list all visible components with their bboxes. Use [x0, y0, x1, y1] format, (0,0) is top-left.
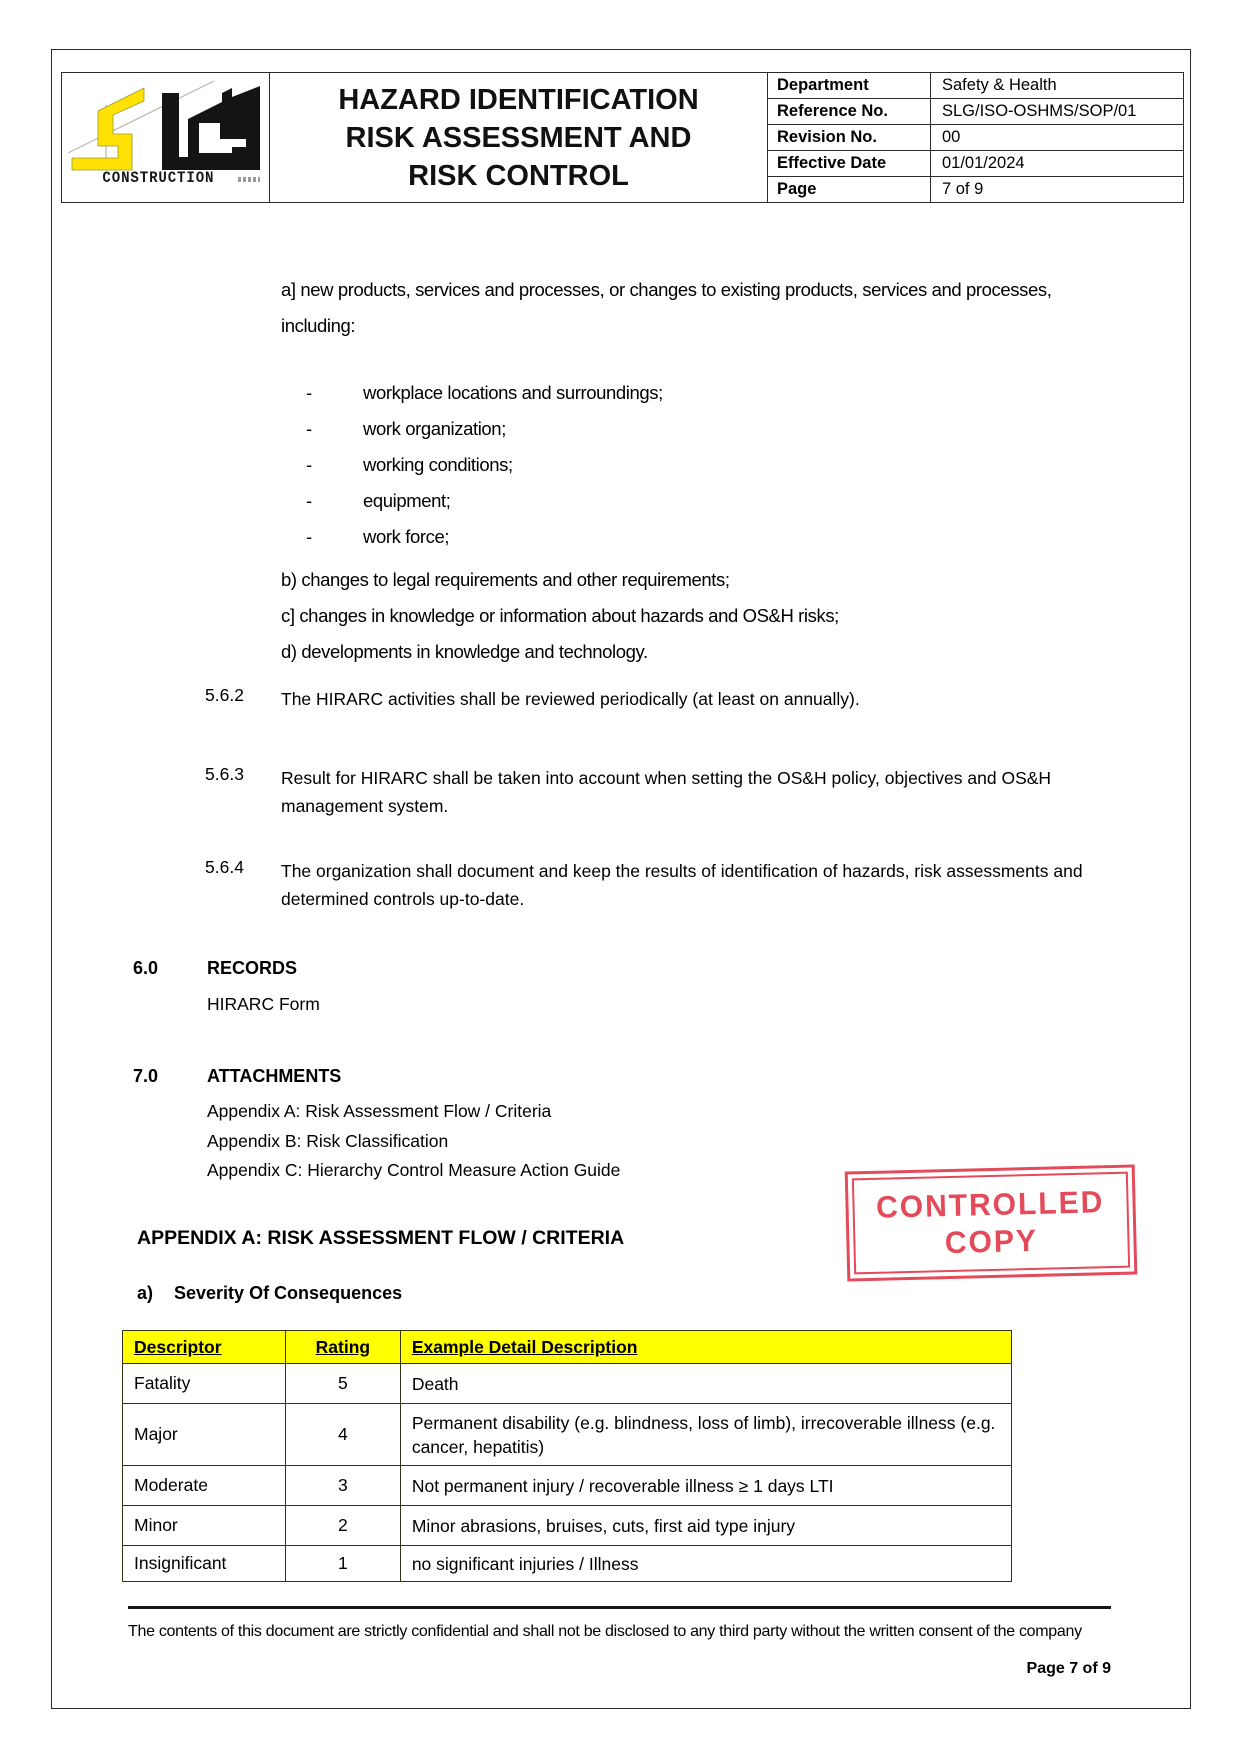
info-row-department — [768, 73, 1183, 99]
attachment-item-c: Appendix C: Hierarchy Control Measure Action Guide — [207, 1160, 621, 1180]
bullet-text: work force; — [363, 526, 450, 547]
bullet-workforce — [306, 526, 449, 548]
severity-subheading — [137, 1283, 402, 1304]
attachment-item-b: Appendix B: Risk Classification — [207, 1131, 449, 1151]
info-label: Page — [768, 177, 931, 202]
bullet-equipment — [306, 490, 451, 512]
cell-descriptor: Insignificant — [123, 1546, 286, 1582]
info-row-page — [768, 177, 1183, 202]
bullet-organization — [306, 418, 506, 440]
section-text-563: Result for HIRARC shall be taken into account when setting the OS&H policy, objectives and OS&H management system. — [281, 768, 1052, 816]
table-row — [123, 1506, 1012, 1546]
company-logo — [62, 73, 270, 202]
col-header-descriptor: Descriptor — [123, 1331, 286, 1364]
paragraph-item-d: d) developments in knowledge and technology. — [281, 641, 648, 662]
severity-table-header-row — [123, 1331, 1012, 1364]
section-number-562: 5.6.2 — [205, 685, 244, 705]
severity-prefix: a) — [137, 1283, 154, 1303]
bullet-dash: - — [306, 526, 312, 547]
stamp-inner-border — [852, 1172, 1130, 1275]
header-table — [61, 72, 1184, 203]
section-text-562: The HIRARC activities shall be reviewed periodically (at least on annually). — [281, 689, 860, 709]
cell-example: Not permanent injury / recoverable illness ≥ 1 days LTI — [400, 1466, 1011, 1506]
cell-descriptor: Moderate — [123, 1466, 286, 1506]
bullet-dash: - — [306, 382, 312, 403]
info-value: Safety & Health — [942, 76, 1057, 94]
severity-text: Severity Of Consequences — [174, 1283, 403, 1303]
section-number-564: 5.6.4 — [205, 857, 244, 877]
severity-table — [122, 1330, 1012, 1582]
info-value: 00 — [942, 128, 961, 146]
logo-construction-label: CONSTRUCTION — [102, 169, 215, 187]
bullet-dash: - — [306, 490, 312, 511]
bullet-text: workplace locations and surroundings; — [363, 382, 663, 403]
attachment-item-a: Appendix A: Risk Assessment Flow / Criteria — [207, 1101, 552, 1121]
paragraph-item-b: b) changes to legal requirements and other requirements; — [281, 569, 730, 590]
stamp-line-1: CONTROLLED — [876, 1184, 1106, 1225]
stamp-outer-border — [845, 1164, 1138, 1281]
cell-rating: 1 — [285, 1546, 400, 1582]
table-row — [123, 1546, 1012, 1582]
title-line-2: RISK ASSESSMENT AND — [345, 121, 692, 154]
cell-descriptor: Minor — [123, 1506, 286, 1546]
col-header-example: Example Detail Description — [400, 1331, 1011, 1364]
cell-rating: 5 — [285, 1364, 400, 1404]
controlled-copy-stamp — [845, 1164, 1138, 1281]
appendix-a-heading: APPENDIX A: RISK ASSESSMENT FLOW / CRITERIA — [137, 1227, 625, 1249]
info-value: 01/01/2024 — [942, 154, 1025, 172]
title-line-3: RISK CONTROL — [408, 159, 629, 192]
info-label: Effective Date — [768, 151, 931, 176]
section-number-563: 5.6.3 — [205, 764, 244, 784]
attachments-number: 7.0 — [133, 1066, 159, 1086]
records-item: HIRARC Form — [207, 994, 320, 1014]
table-row — [123, 1364, 1012, 1404]
cell-descriptor: Major — [123, 1404, 286, 1466]
attachments-heading: ATTACHMENTS — [207, 1066, 342, 1086]
info-value: SLG/ISO-OSHMS/SOP/01 — [942, 102, 1137, 120]
document-info-table — [768, 73, 1183, 202]
info-label: Revision No. — [768, 125, 931, 150]
cell-descriptor: Fatality — [123, 1364, 286, 1404]
footer-page-number: Page 7 of 9 — [1026, 1660, 1111, 1677]
bullet-text: work organization; — [363, 418, 506, 439]
table-row — [123, 1404, 1012, 1466]
cell-example: no significant injuries / Illness — [400, 1546, 1011, 1582]
title-line-1: HAZARD IDENTIFICATION — [338, 83, 699, 116]
bullet-dash: - — [306, 418, 312, 439]
cell-rating: 4 — [285, 1404, 400, 1466]
info-label: Department — [768, 73, 931, 98]
cell-example: Permanent disability (e.g. blindness, loss of limb), irrecoverable illness (e.g. cancer, hepatitis) — [400, 1404, 1011, 1466]
logo-small-text — [238, 177, 260, 182]
info-label: Reference No. — [768, 99, 931, 124]
col-header-rating: Rating — [285, 1331, 400, 1364]
info-row-revision — [768, 125, 1183, 151]
bullet-conditions — [306, 454, 513, 476]
cell-rating: 2 — [285, 1506, 400, 1546]
info-row-effective-date — [768, 151, 1183, 177]
paragraph-item-c: c] changes in knowledge or information about hazards and OS&H risks; — [281, 605, 839, 626]
cell-example: Death — [400, 1364, 1011, 1404]
cell-example: Minor abrasions, bruises, cuts, first aid type injury — [400, 1506, 1011, 1546]
bullet-text: equipment; — [363, 490, 451, 511]
bullet-dash: - — [306, 454, 312, 475]
records-number: 6.0 — [133, 958, 159, 978]
bullet-workplace — [306, 382, 663, 404]
confidentiality-note: The contents of this document are strictly confidential and shall not be disclosed to any third party without the written consent of the company — [128, 1623, 1082, 1640]
info-value: 7 of 9 — [942, 180, 984, 198]
info-row-reference — [768, 99, 1183, 125]
records-heading: RECORDS — [207, 958, 298, 978]
footer-divider — [128, 1606, 1111, 1609]
stamp-line-2: COPY — [944, 1222, 1039, 1261]
paragraph-item-a: a] new products, services and processes, or changes to existing products, services and processes, including: — [281, 279, 1052, 336]
bullet-text: working conditions; — [363, 454, 513, 475]
table-row — [123, 1466, 1012, 1506]
cell-rating: 3 — [285, 1466, 400, 1506]
document-title — [270, 73, 768, 202]
section-text-564: The organization shall document and keep the results of identification of hazards, risk assessments and determined controls up-to-date. — [281, 861, 1083, 909]
